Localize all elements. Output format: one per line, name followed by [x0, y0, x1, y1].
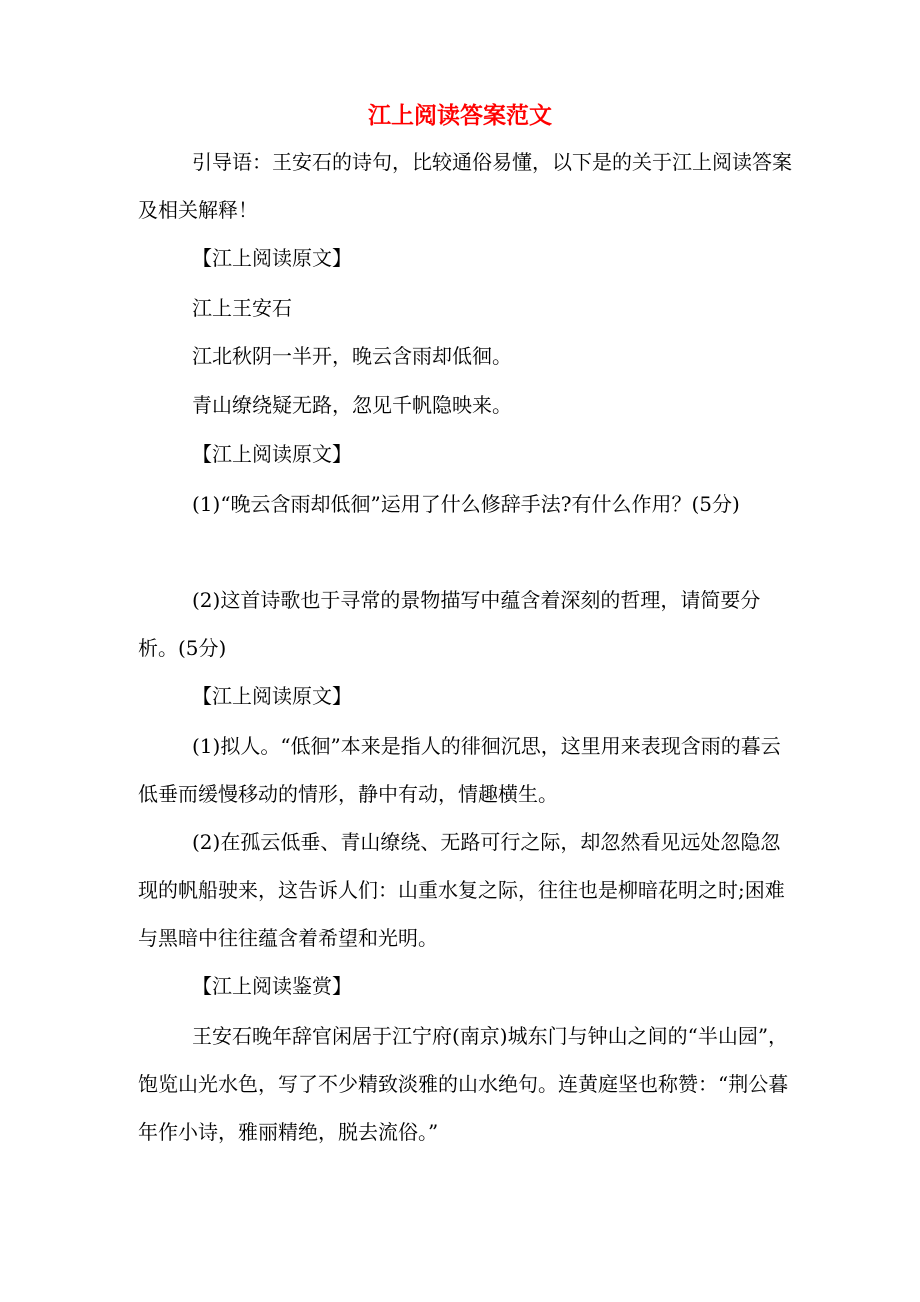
section-heading-original-2: 【江上阅读原文】 — [192, 442, 352, 466]
intro-paragraph: 引导语：王安石的诗句，比较通俗易懂，以下是的关于江上阅读答案及相关解释！ — [138, 150, 792, 222]
poem-line-1: 江北秋阴一半开，晚云含雨却低徊。 — [192, 344, 512, 368]
page-title: 江上阅读答案范文 — [368, 102, 552, 129]
appreciation-paragraph: 王安石晚年辞官闲居于江宁府(南京)城东门与钟山之间的“半山园”，饱览山光水色，写了不少精致淡雅的山水绝句。连黄庭坚也称赞：“荆公暮年作小诗，雅丽精绝，脱去流俗。” — [138, 1024, 789, 1144]
answer-1: (1)拟人。“低徊”本来是指人的徘徊沉思，这里用来表现含雨的暮云低垂而缓慢移动的情形，静中有动，情趣横生。 — [138, 734, 781, 806]
section-heading-appreciation: 【江上阅读鉴赏】 — [192, 974, 352, 998]
answer-2: (2)在孤云低垂、青山缭绕、无路可行之际，却忽然看见远处忽隐忽现的帆船驶来，这告诉人们：山重水复之际，往往也是柳暗花明之时;困难与黑暗中往往蕴含着希望和光明。 — [138, 830, 785, 950]
poem-title: 江上王安石 — [192, 296, 292, 320]
poem-line-2: 青山缭绕疑无路，忽见千帆隐映来。 — [192, 393, 512, 417]
question-2: (2)这首诗歌也于寻常的景物描写中蕴含着深刻的哲理，请简要分析。(5分) — [138, 588, 761, 660]
section-heading-original-3: 【江上阅读原文】 — [192, 684, 352, 708]
question-1: (1)“晚云含雨却低徊”运用了什么修辞手法?有什么作用？(5分) — [192, 492, 740, 516]
section-heading-original-1: 【江上阅读原文】 — [192, 246, 352, 270]
